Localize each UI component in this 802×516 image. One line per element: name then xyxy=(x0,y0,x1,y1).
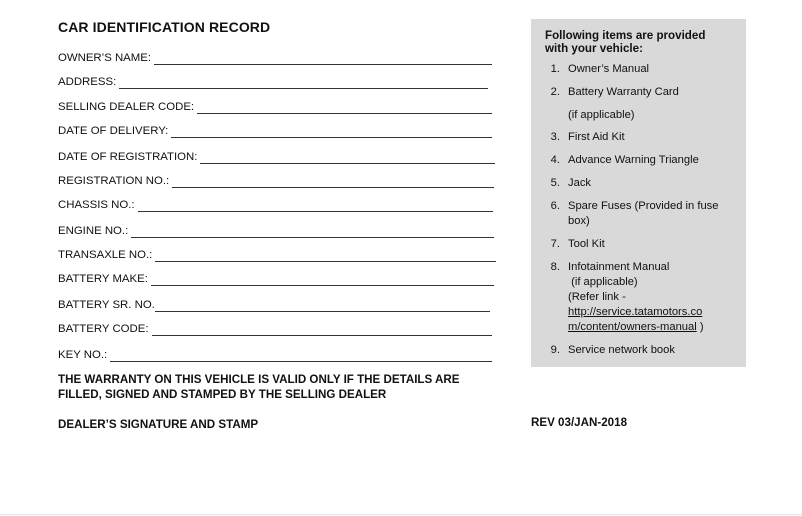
field-label: REGISTRATION NO.: xyxy=(58,175,170,187)
date-of-delivery-field[interactable] xyxy=(58,122,492,138)
warning-line: THE WARRANTY ON THIS VEHICLE IS VALID ONLY IF THE DETAILS ARE xyxy=(58,373,460,386)
blank-line xyxy=(200,152,495,164)
field-label: DATE OF DELIVERY: xyxy=(58,125,169,137)
field-label: BATTERY CODE: xyxy=(58,323,149,335)
owners-manual-link[interactable]: http://service.tatamotors.co xyxy=(568,306,703,318)
field-label: OWNER’S NAME: xyxy=(58,52,152,64)
battery-make-field[interactable] xyxy=(58,270,494,286)
item-number: 3. xyxy=(550,131,560,143)
item-text-line: (if applicable) xyxy=(568,276,638,288)
blank-line xyxy=(151,274,494,286)
field-label: ADDRESS: xyxy=(58,76,117,88)
item-number: 8. xyxy=(550,261,560,273)
warranty-warning xyxy=(58,372,498,402)
heading-line: with your vehicle: xyxy=(545,42,643,55)
revision-label: REV 03/JAN-2018 xyxy=(531,416,628,429)
provided-items-box xyxy=(531,19,746,367)
blank-line xyxy=(197,102,492,114)
blank-line xyxy=(155,250,496,262)
blank-line xyxy=(152,324,492,336)
blank-line xyxy=(131,226,494,238)
item-text-line: Infotainment Manual xyxy=(568,261,670,273)
provided-items-heading xyxy=(545,29,740,55)
item-number: 7. xyxy=(550,238,560,250)
item-subtext: (if applicable) xyxy=(568,109,635,121)
item-number: 2. xyxy=(550,86,560,98)
item-text-line: (Refer link - xyxy=(568,291,626,303)
item-text: Battery Warranty Card xyxy=(568,86,679,98)
selling-dealer-code-field[interactable] xyxy=(58,98,492,114)
item-text: Service network book xyxy=(568,344,675,356)
field-label: BATTERY SR. NO. xyxy=(58,299,155,311)
link-close-paren: ) xyxy=(696,321,704,333)
dealer-signature-label: DEALER’S SIGNATURE AND STAMP xyxy=(58,418,259,431)
owner-name-field[interactable] xyxy=(58,49,492,65)
item-number: 6. xyxy=(550,200,560,212)
heading-line: Following items are provided xyxy=(545,29,706,42)
transaxle-no-field[interactable] xyxy=(58,246,496,262)
field-label: KEY NO.: xyxy=(58,349,108,361)
item-text: First Aid Kit xyxy=(568,131,625,143)
item-text: Jack xyxy=(568,177,592,189)
address-field[interactable] xyxy=(58,73,488,89)
item-text xyxy=(568,260,740,335)
record-title: CAR IDENTIFICATION RECORD xyxy=(58,19,271,35)
item-text: Owner’s Manual xyxy=(568,63,650,75)
date-of-registration-field[interactable] xyxy=(58,148,495,164)
item-text: Advance Warning Triangle xyxy=(568,154,699,166)
blank-line xyxy=(138,200,493,212)
blank-line xyxy=(155,300,490,312)
field-label: SELLING DEALER CODE: xyxy=(58,101,195,113)
blank-line xyxy=(154,53,492,65)
item-text: Spare Fuses (Provided in fuse box) xyxy=(568,200,719,227)
field-label: DATE OF REGISTRATION: xyxy=(58,151,198,163)
item-number: 1. xyxy=(550,63,560,75)
item-number: 9. xyxy=(550,344,560,356)
owners-manual-link[interactable]: m/content/owners-manual xyxy=(568,321,697,333)
blank-line xyxy=(171,126,492,138)
blank-line xyxy=(119,77,488,89)
warning-line: FILLED, SIGNED AND STAMPED BY THE SELLING DEALER xyxy=(58,388,387,401)
item-number: 4. xyxy=(550,154,560,166)
bottom-divider xyxy=(0,514,802,515)
chassis-no-field[interactable] xyxy=(58,196,493,212)
field-label: ENGINE NO.: xyxy=(58,225,129,237)
key-no-field[interactable] xyxy=(58,346,492,362)
registration-no-field[interactable] xyxy=(58,172,494,188)
field-label: TRANSAXLE NO.: xyxy=(58,249,153,261)
battery-code-field[interactable] xyxy=(58,320,492,336)
blank-line xyxy=(110,350,492,362)
battery-sr-no-field[interactable] xyxy=(58,296,490,312)
field-label: BATTERY MAKE: xyxy=(58,273,148,285)
item-number: 5. xyxy=(550,177,560,189)
blank-line xyxy=(172,176,494,188)
engine-no-field[interactable] xyxy=(58,222,494,238)
field-label: CHASSIS NO.: xyxy=(58,199,135,211)
item-text: Tool Kit xyxy=(568,238,605,250)
